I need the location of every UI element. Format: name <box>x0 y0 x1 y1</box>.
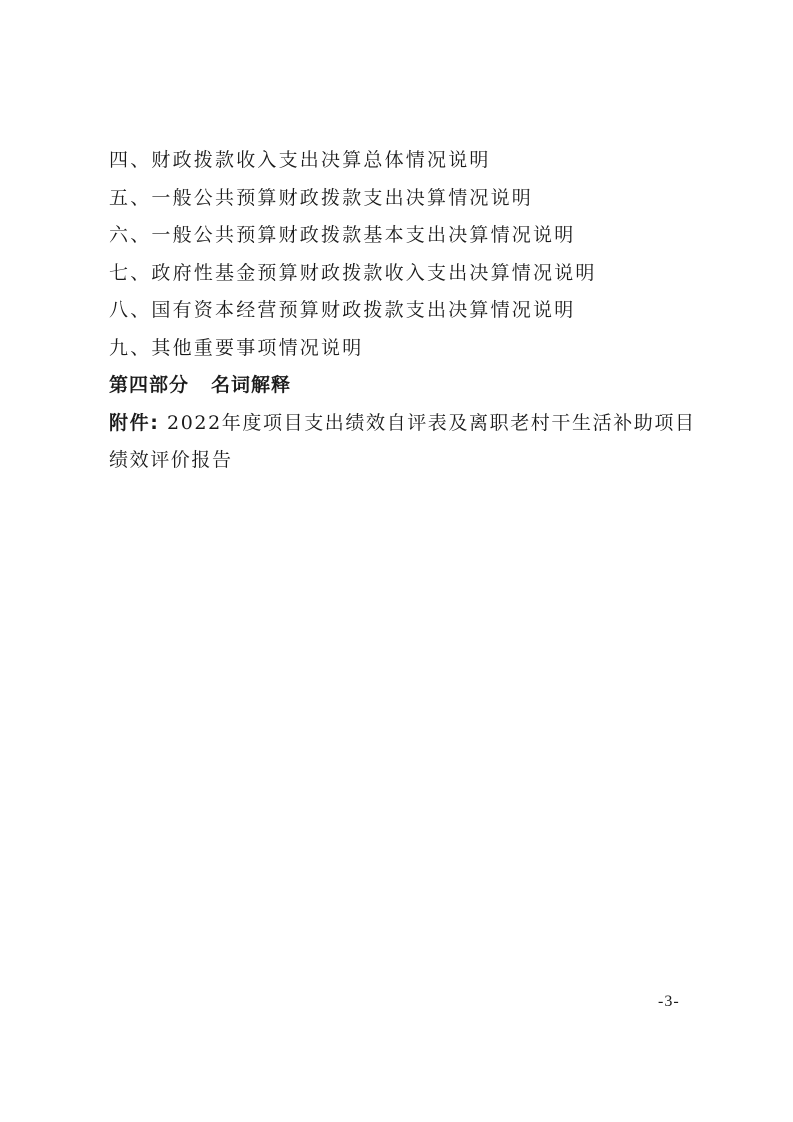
toc-item-7: 七、政府性基金预算财政拨款收入支出决算情况说明 <box>109 261 597 284</box>
toc-list <box>109 142 699 479</box>
toc-item-5: 五、一般公共预算财政拨款支出决算情况说明 <box>109 186 534 209</box>
toc-item-8: 八、国有资本经营预算财政拨款支出决算情况说明 <box>109 299 576 321</box>
page-number: -3- <box>658 993 680 1010</box>
section-heading <box>109 367 699 405</box>
toc-item-4: 四、财政拨款收入支出决算总体情况说明 <box>109 149 491 171</box>
attachment-text: 2022年度项目支出绩效自评表及离职老村干生活补助项目绩效评价报告 <box>109 411 696 471</box>
section-part: 第四部分 <box>109 374 190 396</box>
toc-item-9: 九、其他重要事项情况说明 <box>109 336 364 359</box>
toc-item-6: 六、一般公共预算财政拨款基本支出决算情况说明 <box>109 224 576 246</box>
attachment-line <box>109 405 699 479</box>
section-title: 名词解释 <box>211 374 292 396</box>
attachment-label: 附件: <box>109 411 160 434</box>
